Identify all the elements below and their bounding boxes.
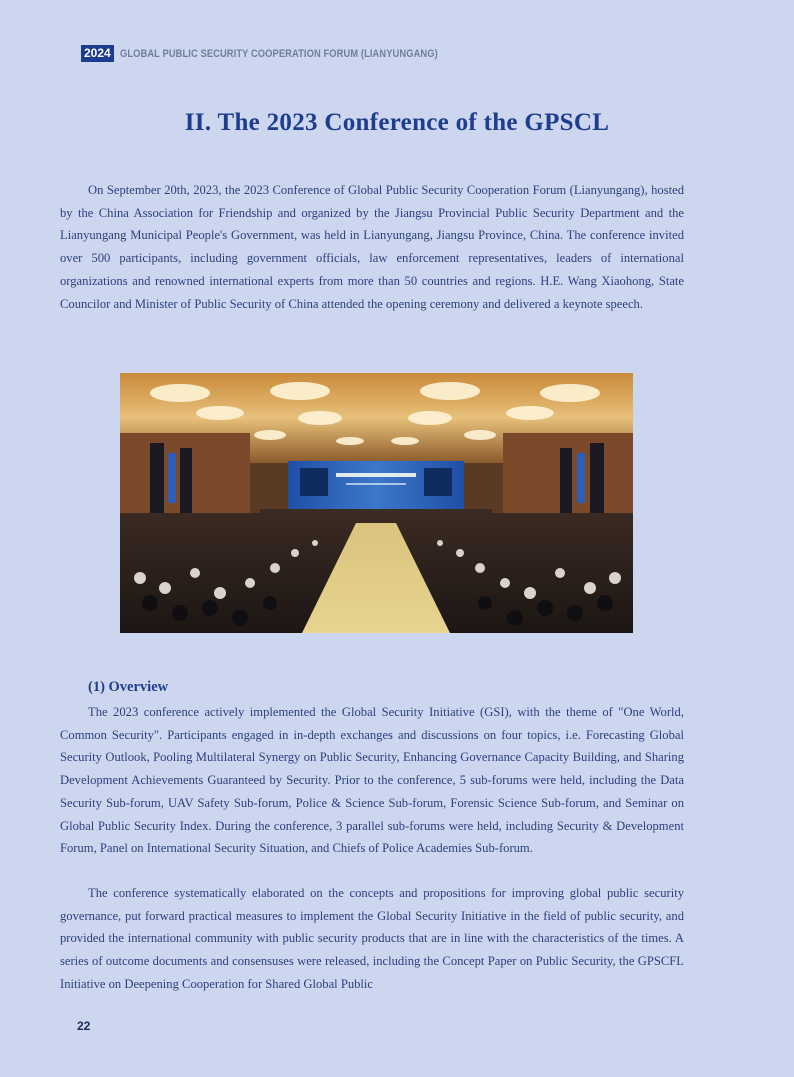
overview-heading: (1) Overview <box>88 679 169 695</box>
running-header-title: GLOBAL PUBLIC SECURITY COOPERATION FORUM (LIANYUNGANG) <box>119 47 438 60</box>
running-header <box>81 45 494 62</box>
year-badge: 2024 <box>81 45 114 62</box>
page-number: 22 <box>77 1019 91 1033</box>
overview-paragraph-1: The 2023 conference actively implemented the Global Security Initiative (GSI), with the theme of "One World, Common Security". Participants engaged in in-depth exchanges and discussions on four topics, i.e. Forecasting Global Security Outlook, Pooling Multilateral Synergy on Public Security, Enhancing Governance Capacity Building, and Sharing Development Achievements Guaranteed by Security. Prior to the conference, 5 sub-forums were held, including the Data Security Sub-forum, UAV Safety Sub-forum, Police & Science Sub-forum, Forensic Science Sub-forum, and Seminar on Global Public Security Index. During the conference, 3 parallel sub-forums were held, including Security & Development Forum, Panel on International Security Situation, and Chiefs of Police Academies Sub-forum. <box>60 705 684 856</box>
overview-paragraph-2: The conference systematically elaborated on the concepts and propositions for improving global public security governance, put forward practical measures to implement the Global Security Initiative in the field of public security, and provided the international community with public security products that are in line with the characteristics of the times. A series of outcome documents and consensuses were released, including the Concept Paper on Public Security, the GPSCFL Initiative on Deepening Cooperation for Shared Global Public <box>60 886 684 991</box>
conference-hall-photo <box>120 373 633 633</box>
page-title: II. The 2023 Conference of the GPSCL <box>184 109 610 136</box>
intro-paragraph: On September 20th, 2023, the 2023 Conference of Global Public Security Cooperation Forum (Lianyungang), hosted by the China Association for Friendship and organized by the Jiangsu Provincial Public Security Department and the Lianyungang Municipal People's Government, was held in Lianyungang, Jiangsu Province, China. The conference invited over 500 participants, including government officials, law enforcement representatives, leaders of international organizations and renowned international experts from more than 50 countries and regions. H.E. Wang Xiaohong, State Councilor and Minister of Public Security of China attended the opening ceremony and delivered a keynote speech. <box>60 183 684 311</box>
